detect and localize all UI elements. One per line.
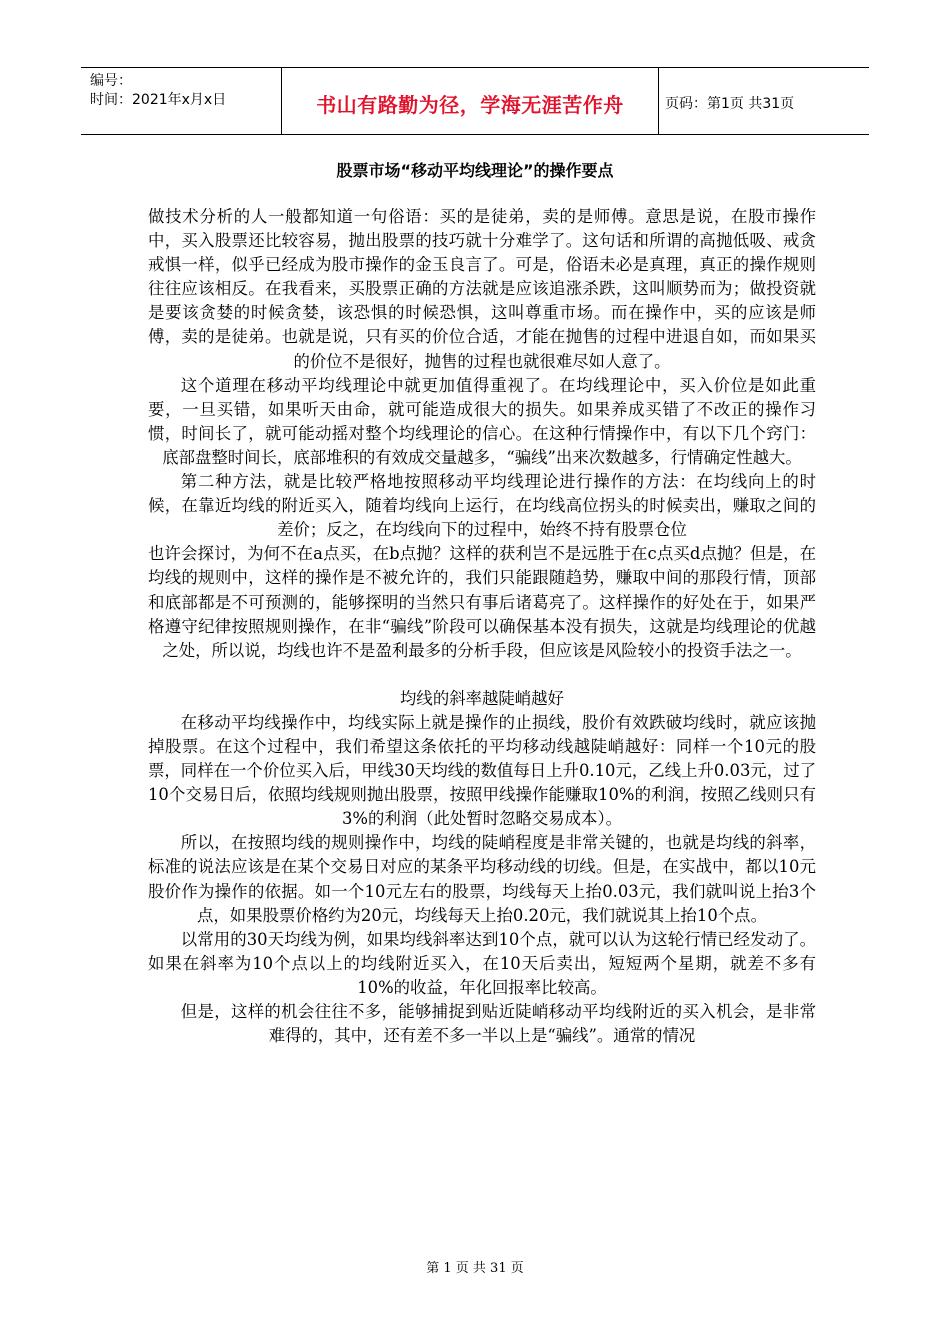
page-header (81, 67, 869, 135)
paragraph-8: 但是，这样的机会往往不多，能够捕捉到贴近陡峭移动平均线附近的买入机会，是非常难得的，其中，还有差不多一半以上是“骗线”。通常的情况 (180, 1002, 816, 1046)
document-time-label: 时间：2021年x月x日 (90, 92, 227, 108)
paragraph-4: 也许会探讨，为何不在a点买，在b点抛？这样的获利岂不是远胜于在c点买d点抛？但是，在均线的规则中，这样的操作是不被允许的，我们只能跟随趋势，赚取中间的那段行情，顶部和底部都是不可预测的，能够探明的当然只有事后诸葛亮了。这样操作的好处在于，如果严格遵守纪律按照规则操作，在非“骗线”阶段可以确保基本没有损失，这就是均线理论的优越之处，所以说，均线也许不是盈利最多的分析手段，但应该是风险较小的投资手法之一。 (148, 544, 816, 660)
header-meta-cell (81, 68, 282, 134)
paragraph-6: 所以，在按照均线的规则操作中，均线的陡峭程度是非常关键的，也就是均线的斜率，标准的说法应该是在某个交易日对应的某条平均移动线的切线。但是，在实战中，都以10元股价作为操作的依据。如一个10元左右的股票，均线每天上抬0.03元，我们就叫说上抬3个点，如果股票价格约为20元，均线每天上抬0.20元，我们就说其上抬10个点。 (148, 833, 816, 925)
paragraph-7: 以常用的30天均线为例，如果均线斜率达到10个点，就可以认为这轮行情已经发动了。如果在斜率为10个点以上的均线附近买入，在10天后卖出，短短两个星期，就差不多有10%的收益，年化回报率比较高。 (148, 929, 816, 997)
header-page-cell (659, 68, 869, 134)
paragraph-1: 做技术分析的人一般都知道一句俗语：买的是徒弟，卖的是师傅。意思是说，在股市操作中，买入股票还比较容易，抛出股票的技巧就十分难学了。这句话和所谓的高抛低吸、戒贪戒惧一样，似乎已经成为股市操作的金玉良言了。可是，俗语未必是真理，真正的操作规则往往应该相反。在我看来，买股票正确的方法就是应该追涨杀跌，这叫顺势而为；做投资就是要该贪婪的时候贪婪，该恐惧的时候恐惧，这叫尊重市场。而在操作中，买的应该是师傅，卖的是徒弟。也就是说，只有买的价位合适，才能在抛售的过程中进退自如，而如果买的价位不是很好，抛售的过程也就很难尽如人意了。 (148, 207, 816, 371)
page-footer: 第 1 页 共 31 页 (426, 1261, 524, 1276)
header-motto: 书山有路勤为径，学海无涯苦作舟 (316, 92, 624, 117)
paragraph-2: 这个道理在移动平均线理论中就更加值得重视了。在均线理论中，买入价位是如此重要，一旦买错，如果听天由命，就可能造成很大的损失。如果养成买错了不改正的操作习惯，时间长了，就可能动摇对整个均线理论的信心。在这种行情操作中，有以下几个窍门：底部盘整时间长，底部堆积的有效成交量越多，“骗线”出来次数越多，行情确定性越大。 (148, 375, 816, 467)
section-subheading: 均线的斜率越陡峭越好 (400, 688, 564, 708)
document-body (148, 205, 816, 1048)
header-page-info: 页码：第1页 共31页 (665, 96, 795, 112)
paragraph-gap (148, 663, 816, 687)
document-title: 股票市场“移动平均线理论”的操作要点 (336, 161, 614, 180)
header-motto-cell (282, 68, 659, 134)
document-number-label: 编号： (90, 73, 132, 89)
paragraph-3: 第二种方法，就是比较严格地按照移动平均线理论进行操作的方法：在均线向上的时候，在靠近均线的附近买入，随着均线向上运行，在均线高位拐头的时候卖出，赚取之间的差价；反之，在均线向下的过程中，始终不持有股票仓位 (148, 472, 816, 540)
paragraph-5: 在移动平均线操作中，均线实际上就是操作的止损线，股价有效跌破均线时，就应该抛掉股票。在这个过程中，我们希望这条依托的平均移动线越陡峭越好：同样一个10元的股票，同样在一个价位买入后，甲线30天均线的数值每日上升0.10元，乙线上升0.03元，过了10个交易日后，依照均线规则抛出股票，按照甲线操作能赚取10%的利润，按照乙线则只有3%的利润（此处暂时忽略交易成本）。 (148, 712, 816, 829)
